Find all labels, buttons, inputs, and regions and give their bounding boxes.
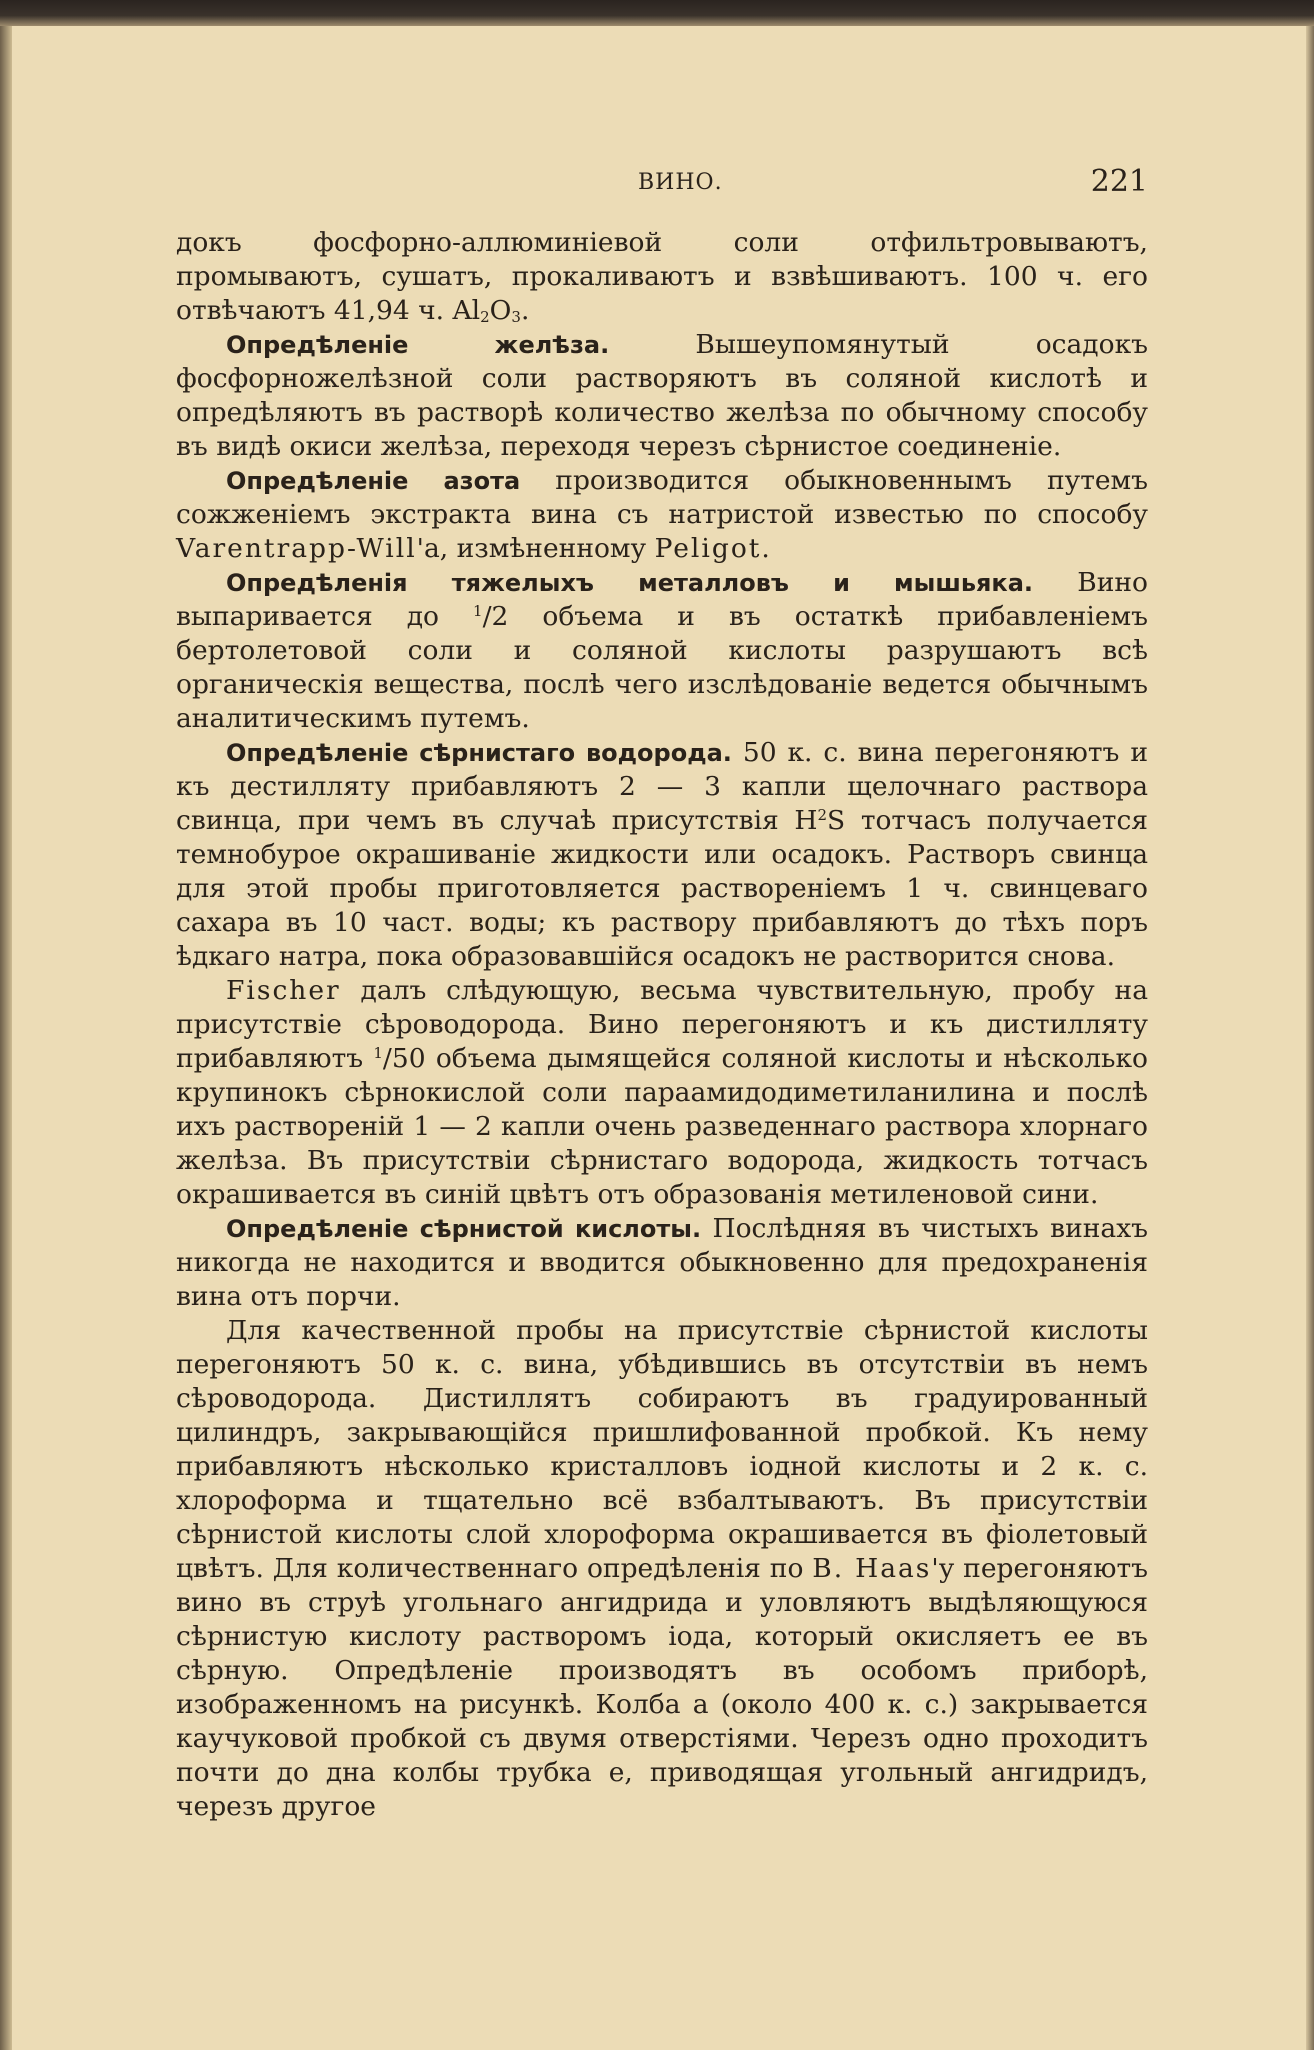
paragraph-heavy-metals: Опредѣленія тяжелыхъ металловъ и мышьяка. Вино выпаривается до $^1$/2 объема и въ остаткѣ прибавленіемъ бертолетовой соли и соляной кислоты разрушаютъ всѣ органическія вещества, послѣ чего изслѣдованіе ведется обычнымъ аналитическимъ путемъ. (176, 567, 1148, 734)
paragraph-fischer-test: Fischer далъ слѣдующую, весьма чувствительную, пробу на присутствіе сѣроводорода. Вино перегоняютъ и къ дистилляту прибавляютъ $^1$/50 объема дымящейся соляной кислоты и нѣсколько крупинокъ сѣрнокислой соли параамидодиметиланилина и послѣ ихъ раствореній 1 — 2 капли очень разведеннаго раствора хлорнаго желѣза. Въ присутствіи сѣрнистаго водорода, жидкость тотчасъ окрашивается въ синій цвѣтъ отъ образованія метиленовой сини. (176, 975, 1148, 1210)
scan-left-edge (0, 26, 12, 2050)
section-heading: Опредѣленіе желѣза. (226, 331, 610, 359)
body-text (176, 226, 1148, 1824)
paragraph-hydrogen-sulfide: Опредѣленіе сѣрнистаго водорода. 50 к. с. вина перегоняютъ и къ дестилляту прибавляютъ 2 — 3 капли щелочнаго раствора свинца, при чемъ въ случаѣ присутствія $H^2S$ тотчасъ получается темнобурое окрашиваніе жидкости или осадокъ. Растворъ свинца для этой пробы приготовляется раствореніемъ 1 ч. свинцеваго сахара въ 10 част. воды; къ раствору прибавляютъ до тѣхъ поръ ѣдкаго натра, пока образовавшійся осадокъ не растворится снова. (176, 737, 1149, 972)
paragraph-sulfurous-acid: Опредѣленіе сѣрнистой кислоты. Послѣдняя въ чистыхъ винахъ никогда не находится и вводится обыкновенно для предохраненія вина отъ порчи. (176, 1213, 1149, 1312)
page-content (176, 0, 1148, 2050)
scan-right-edge (1306, 26, 1314, 2050)
running-head (176, 164, 1148, 204)
paragraph-qualitative-test: Для качественной пробы на присутствіе сѣрнистой кислоты перегоняютъ 50 к. с. вина, убѣдившись въ отсутствіи въ немъ сѣроводорода. Дистиллятъ собираютъ въ градуированный цилиндръ, закрывающійся пришлифованной пробкой. Къ нему прибавляютъ нѣсколько кристалловъ іодной кислоты и 2 к. с. хлороформа и тщательно всё взбалтываютъ. Въ присутствіи сѣрнистой кислоты слой хлороформа окрашивается въ фіолетовый цвѣтъ. Для количественнаго опредѣленія по B. Haas'у перегоняютъ вино въ струѣ угольнаго ангидрида и уловляютъ выдѣляющуюся сѣрнистую кислоту растворомъ іода, который окисляетъ ее въ сѣрную. Опредѣленіе производятъ въ особомъ приборѣ, изображенномъ на рисункѣ. Колба а (около 400 к. с.) закрывается каучуковой пробкой съ двумя отверстіями. Черезъ одно проходитъ почти до дна колбы трубка е, приводящая угольный ангидридъ, черезъ другое (176, 1315, 1148, 1822)
section-heading: Опредѣленія тяжелыхъ металловъ и мышьяка. (226, 569, 1034, 597)
running-title: ВИНО. (638, 170, 723, 195)
paragraph-iron: Опредѣленіе желѣза. Вышеупомянутый осадокъ фосфорножелѣзной соли растворяютъ въ соляной кислотѣ и опредѣляютъ въ растворѣ количество желѣза по обычному способу въ видѣ окиси желѣза, переходя черезъ сѣрнистое соединеніе. (176, 329, 1148, 462)
section-heading: Опредѣленіе сѣрнистаго водорода. (226, 739, 732, 767)
paragraph-nitrogen: Опредѣленіе азота производится обыкновеннымъ путемъ сожженіемъ экстракта вина съ натристой известью по способу Varentrapp-Will'а, измѣненному Peligot. (176, 465, 1149, 564)
paragraph-continuation: докъ фосфорно-аллюминіевой соли отфильтровываютъ, промываютъ, сушатъ, прокаливаютъ и взвѣшиваютъ. 100 ч. его отвѣчаютъ 41,94 ч. $Al_2O_3$. (176, 227, 1148, 326)
section-heading: Опредѣленіе сѣрнистой кислоты. (226, 1215, 702, 1243)
section-heading: Опредѣленіе азота (226, 467, 521, 495)
page-number: 221 (1090, 164, 1148, 199)
